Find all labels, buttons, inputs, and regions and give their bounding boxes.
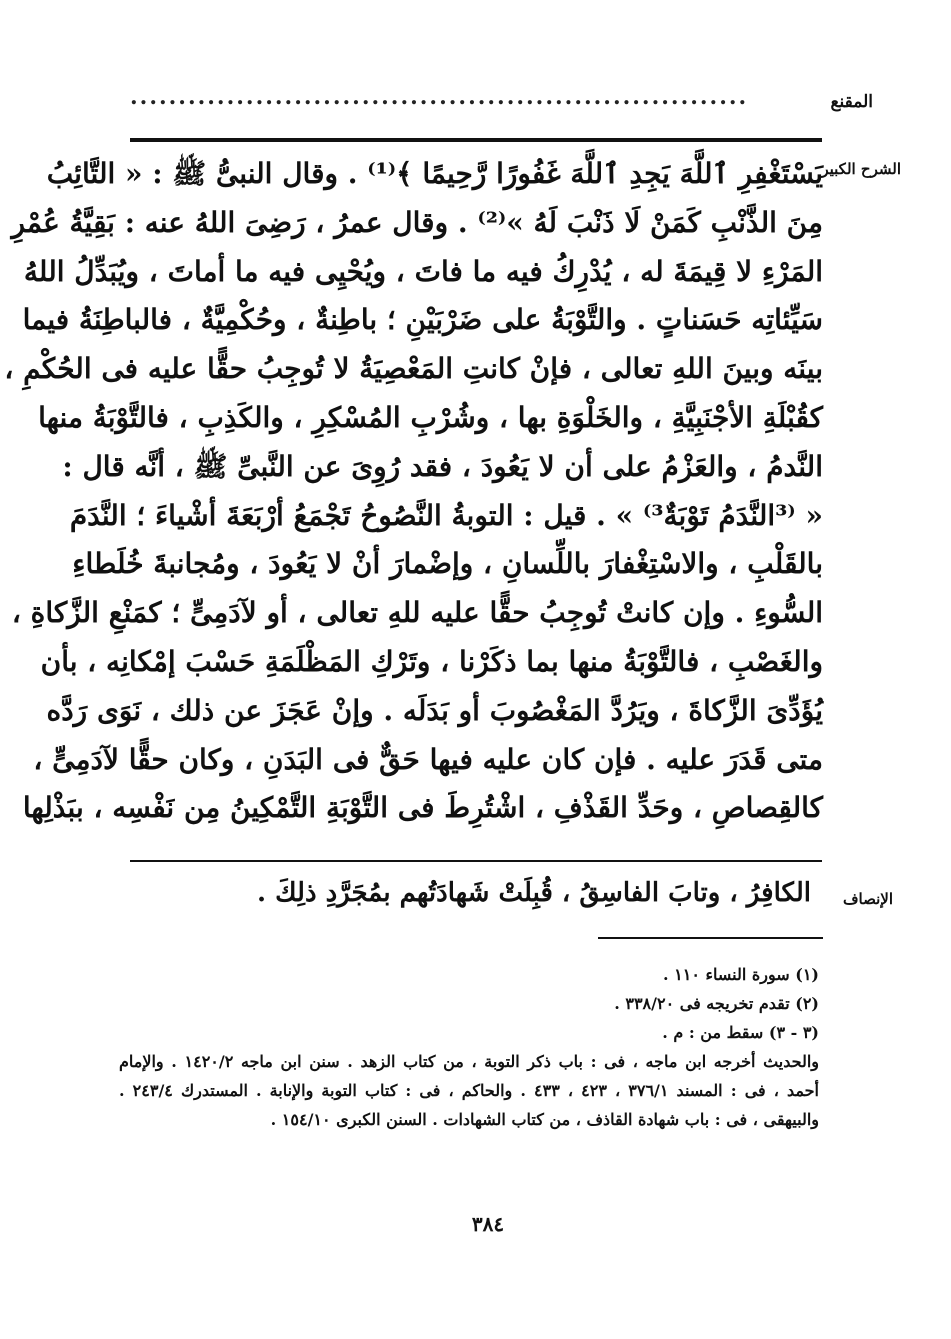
text-line: « ⁽³النَّدَمُ تَوْبَةٌ³⁾ » . قيل : التوبةُ النَّصُوحُ تَجْمَعُ أرْبَعَةَ أشْياءَ ؛ النَّدَمَ (69, 498, 823, 532)
page-number: ٣٨٤ (471, 1212, 505, 1236)
header-rule (130, 138, 822, 142)
text-line: المَرْءِ لا قِيمَةَ له ، يُدْرِكُ فيه ما فاتَ ، ويُحْيِى فيه ما أماتَ ، ويُبَدِّلُ اللهُ (23, 254, 823, 288)
margin-label-sharh: الشرح الكبير (821, 160, 901, 178)
text-line: يَسْتَغْفِرِ ٱللَّهَ يَجِدِ ٱللَّهَ غَفُورًا رَّحِيمًا ﴾⁽¹⁾ . وقال النبىُّ ﷺ : « التَّائِبُ (46, 157, 823, 190)
text-line: كقُبْلَةِ الأجْنَبِيَّةِ ، والخَلْوَةِ بها ، وشُرْبِ المُسْكِرِ ، والكَذِبِ ، فالتَّوْبَةُ منها (38, 400, 823, 434)
footnote-1: (١) سورة النساء ١١٠ . (663, 965, 819, 984)
text-line: كالقِصاصِ ، وحَدِّ القَذْفِ ، اشْتُرِطَ فى التَّوْبَةِ التَّمْكِينُ مِن نَفْسِه ، ببَذْلِها (22, 791, 823, 825)
header-dotted-leader: ................................................................ (130, 84, 749, 110)
text-line: بالقَلْبِ ، والاسْتِغْفارَ باللِّسانِ ، وإضْمارَ أنْ لا يَعُودَ ، ومُجانبةَ خُلَطاءِ (72, 547, 823, 581)
footnote-hadith-line: والبيهقى ، فى : باب شهادة القاذف ، من كتاب الشهادات . السنن الكبرى ١٥٤/١٠ . (270, 1110, 819, 1129)
footnote-hadith-line: أحمد ، فى : المسند ٣٧٦/١ ، ٤٢٣ ، ٤٣٣ . والحاكم ، فى : كتاب التوبة والإنابة . المستدرك ٢٤٣/٤ . (119, 1081, 820, 1100)
footnote-2: (٢) تقدم تخريجه فى ٣٣٨/٢٠ . (614, 994, 819, 1013)
footnote-3: (٣ - ٣) سقط من : م . (662, 1023, 819, 1042)
text-line: السُّوءِ . وإن كانتْ تُوجِبُ حقًّا عليه للهِ تعالى ، أو لآدَمِىٍّ ؛ كمَنْعِ الزَّكاةِ ، (11, 596, 823, 630)
insaf-text: الكافِرُ ، وتابَ الفاسِقُ ، قُبِلَتْ شَهادَتُهم بمُجَرَّدِ ذلِكَ . (257, 878, 811, 908)
text-line: مِنَ الذَّنْبِ كَمَنْ لَا ذَنْبَ لَهُ »⁽²⁾ . وقال عمرُ ، رَضِىَ اللهُ عنه : بَقِيَّةُ عُمْرِ (11, 205, 823, 239)
text-line: النَّدمُ ، والعَزْمُ على أن لا يَعُودَ ، فقد رُوِىَ عن النَّبىِّ ﷺ ، أنَّه قال : (62, 449, 823, 483)
commentary-text (4, 150, 823, 833)
text-line: يُؤَدِّىَ الزَّكاةَ ، ويَرُدَّ المَغْصُوبَ أو بَدَلَه . وإنْ عَجَزَ عن ذلك ، نَوَى رَدَّه (46, 693, 823, 727)
text-line: سَيِّئاتِه حَسَناتٍ . والتَّوْبَةُ على ضَرْبَيْنِ ؛ باطِنةٌ ، وحُكْمِيَّةٌ ، فالباطِنَةُ فيما (22, 303, 823, 337)
footnote-rule (598, 937, 823, 939)
margin-label-insaf: الإنصاف (842, 890, 893, 908)
footnote-hadith-line: والحديث أخرجه ابن ماجه ، فى : باب ذكر التوبة ، من كتاب الزهد . سنن ابن ماجه ١٤٢٠/٢ . والإمام (119, 1052, 820, 1071)
running-title: المقنع (830, 92, 873, 112)
text-line: والغَصْبِ ، فالتَّوْبَةُ منها بما ذكَرْنا ، وتَرْكِ المَظْلَمَةِ حَسْبَ إمْكانِه ، بأن (40, 644, 823, 678)
text-line: متى قَدَرَ عليه . فإن كان عليه فيها حَقٌّ فى البَدَنِ ، وكان حقًّا لآدَمِىٍّ ، (33, 742, 823, 776)
section-divider (130, 860, 822, 862)
footnotes (119, 960, 819, 1134)
text-line: بينَه وبينَ اللهِ تعالى ، فإنْ كانتِ المَعْصِيَةُ لا تُوجِبُ حقًّا عليه فى الحُكْمِ ، (4, 352, 823, 386)
